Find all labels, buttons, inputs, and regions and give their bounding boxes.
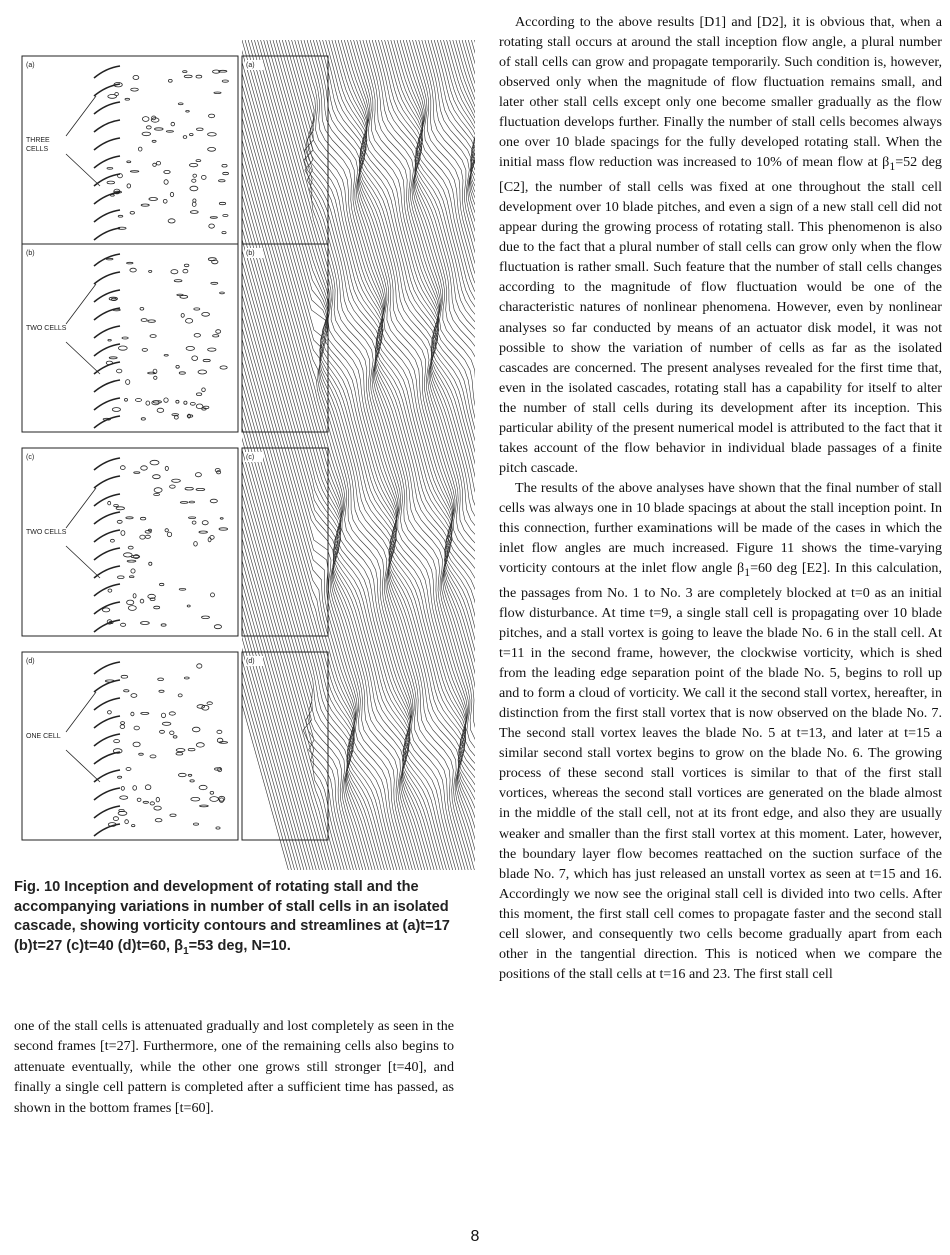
- panel-label: (d): [26, 658, 35, 665]
- panel-label: (d): [246, 658, 255, 665]
- figure-caption: [14, 878, 460, 957]
- cell-count-label: ONE CELL: [26, 733, 61, 740]
- panel-label: (a): [246, 62, 255, 69]
- paragraph-2: [499, 478, 942, 984]
- right-column: [499, 12, 942, 984]
- cell-count-label: TWO CELLS: [26, 325, 67, 332]
- vorticity-frame: [22, 244, 238, 432]
- figure-panel-c: [22, 448, 328, 636]
- left-column-text: one of the stall cells is attenuated gradually and lost completely as seen in the second frames [t=27]. Furthermore, one of the remaining cells also begins to attenuate eventually, while the other one grows still stronger [t=40], and finally a single cell pattern is completed after a sufficient time has passed, as shown in the bottom frames [t=60].: [14, 1018, 454, 1116]
- cell-count-label: TWO CELLS: [26, 529, 67, 536]
- streamline: [369, 40, 475, 870]
- vorticity-panels: [22, 56, 328, 840]
- streamline: [326, 40, 475, 870]
- caption-subscript: 1: [183, 945, 189, 957]
- vorticity-frame: [22, 448, 238, 636]
- streamline: [347, 40, 475, 870]
- beta-subscript: 1: [889, 160, 896, 174]
- caption-text-end: =53 deg, N=10.: [188, 937, 291, 954]
- paragraph-1-text: According to the above results [D1] and [D2], it is obvious that, when a rotating stall occurs at around the stall inception flow angle, a plural number of stall cells can grow and propagate temporarily. Such condition is, however, observed only when the magnitude of flow fluctuation remains small, and later other stall cells except only one become smaller gradually as the flow fluctuation develops further. Finally the number of stall cells becomes always one over 10 blade spacings for the fully developed rotating stall. When the initial mass flow reduction was increased to 10% of mean flow at β: [499, 14, 942, 171]
- streamline: [313, 40, 475, 870]
- streamline: [437, 40, 475, 870]
- panel-label: (c): [26, 454, 35, 461]
- panel-label: (b): [26, 250, 35, 257]
- figure-10: [14, 40, 475, 870]
- panel-label: (c): [246, 454, 255, 461]
- caption-text: Fig. 10 Inception and development of rotating stall and the accompanying variations in number of stall cells in an isolated cascade, showing vorticity contours and streamlines at (a)t=17 (b)t=27 (c)t=40 (d)t=60, β: [14, 879, 450, 954]
- vorticity-frame: [22, 56, 238, 244]
- streamline: [354, 40, 475, 870]
- cell-count-label: THREE: [26, 137, 50, 144]
- vorticity-frame: [22, 652, 238, 840]
- figure-panel-d: [22, 652, 328, 840]
- paragraph-2-text: The results of the above analyses have shown that the final number of stall cells was always one in 10 blade spacings at about the stall inception point. In this connection, further examinations will be made of the cases in which the inlet flow angles are much increased. Figure 11 shows the time-varying vorticity contours at the inlet flow angle β: [499, 479, 942, 577]
- cell-count-label: CELLS: [26, 146, 49, 153]
- beta-subscript: 1: [744, 565, 751, 579]
- page-number: 8: [470, 1228, 480, 1245]
- paragraph-1-text-cont: =52 deg [C2], the number of stall cells was fixed at one throughout the stall cell development over 10 blade pitches, and even a sign of a new stall cell did not appear during the growing process of rotating stall. This phenomenon is also due to the fact that a plural number of stall cells can grow only when the flow fluctuation is rather small. Such feature that the number of stall cells changes according to the magnitude of flow fluctuation would be one of the characteristic natures of nonlinear phenomena. However, even by nonlinear analyses so far conducted by means of an actuator disk model, it was not possible to show the variation of number of cells as far as the isolated cascades are concerned. The present analyses revealed for the first time that, even in the isolated cascades, rotating stall has a capability for itself to alter the number of stall cells during its development after its inception. This particular ability of the present numerical model is attributed to the fact that it takes account of the flow behavior in individual blade passages of a finite pitch cascade.: [499, 154, 942, 476]
- paragraph-1: [499, 12, 942, 478]
- panel-label: (b): [246, 250, 255, 257]
- figure-panels: [14, 40, 475, 870]
- streamline: [475, 40, 476, 870]
- paragraph-2-text-cont: =60 deg [E2]. In this calculation, the passages from No. 1 to No. 3 are completely blocked at t=0 as an initial flow disturbance. At time t=9, a single stall cell is propagating over 10 blade pitches, and a stall vortex is going to leave the blade No. 6 in the stall cell. At t=11 in the second frame, however, the clockwise vorticity, which is shed from the leading edge separation point of the blade No. 5, begins to roll up and to form a cloud of vorticity. We call it the second stall vortex, hereafter, in distinction from the first stall vortex that is now observed on the blade No. 7. The second stall vortex leaves the blade No. 5 at t=13, and later at t=15 a similar second stall vortex begins to grow on the blade No. 6. The growing process of these second stall vortices is similar to that of the first stall vortices, whereas the second stall vortices are generated on the blade almost in the middle of the stall cell, not at its front edge, and also they are usually weaker and smaller than the first stall vortex at this moment. Later, however, the boundary layer flow becomes reattached on the suction surface of the blade No. 7, which has just released an unstall vortex as seen at t=15 and 16. Accordingly we now see the original stall cell is divided into two cells. After this moment, the first stall cell comes to propagate faster and the second stall cell slower, and consequently two cells become gradually apart from each other in the tangential direction. This is noticed when we compare the positions of the stall cells at t=16 and 23. The first stall cell: [499, 560, 942, 982]
- streamline: [251, 40, 475, 870]
- panel-label: (a): [26, 62, 35, 69]
